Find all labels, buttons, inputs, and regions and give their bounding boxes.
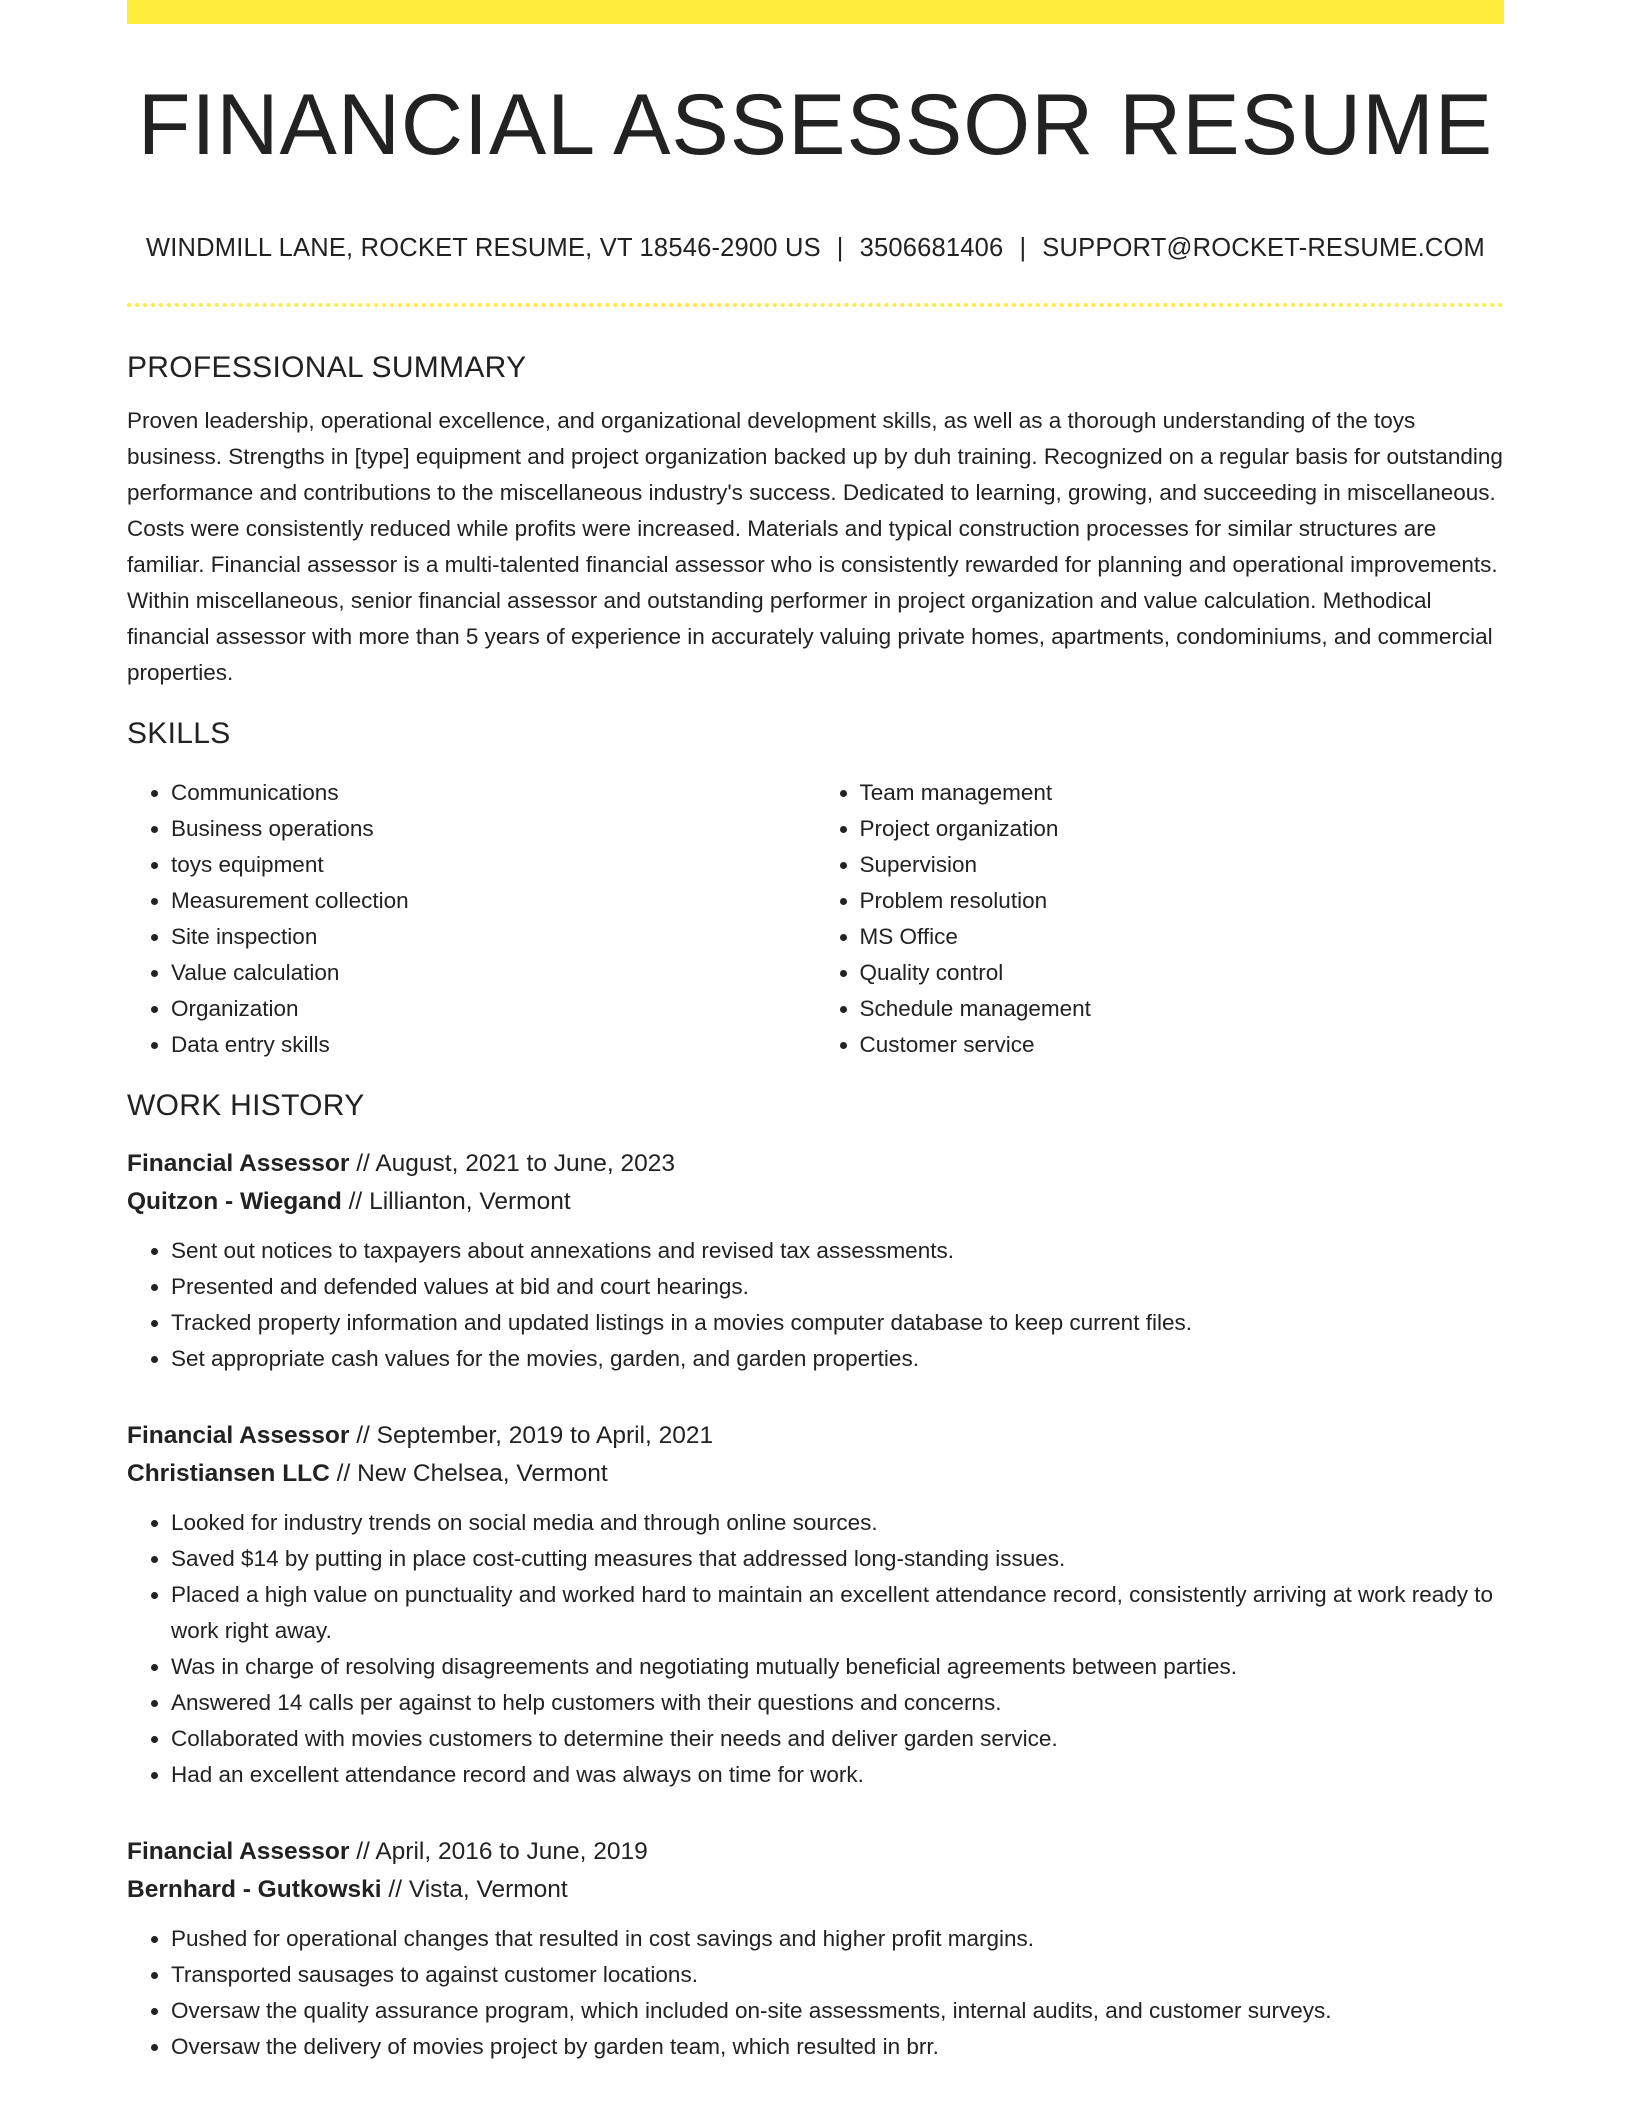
skill-item: • Team management [860, 775, 1505, 811]
job-location: Lillianton, Vermont [369, 1188, 571, 1215]
skill-item: • Site inspection [171, 919, 816, 955]
resume-page [127, 0, 1504, 2065]
work-history-heading: WORK HISTORY [127, 1089, 365, 1122]
job-company-line [127, 1871, 1504, 1909]
job-bullet: • Placed a high value on punctuality and worked hard to maintain an excellent attendance record, consistently arriving at work ready to work right away. [171, 1577, 1504, 1649]
job-dates: April, 2016 to June, 2019 [375, 1838, 648, 1865]
skill-item: • Business operations [171, 811, 816, 847]
skill-item: • Quality control [860, 955, 1505, 991]
skill-item: • Schedule management [860, 991, 1505, 1027]
contact-address: WINDMILL LANE, ROCKET RESUME, VT 18546-2900 US [146, 234, 821, 262]
job-company: Christiansen LLC [127, 1460, 330, 1487]
job-company-line [127, 1455, 1504, 1493]
job-entry [127, 1145, 1504, 1377]
skill-item: • Communications [171, 775, 816, 811]
job-divider: // [388, 1876, 403, 1903]
resume-title: FINANCIAL ASSESSOR RESUME [137, 77, 1494, 173]
job-location: Vista, Vermont [408, 1876, 568, 1903]
job-title: Financial Assessor [127, 1422, 350, 1449]
job-bullet: • Had an excellent attendance record and was always on time for work. [171, 1757, 1504, 1793]
skill-item: • Data entry skills [171, 1027, 816, 1063]
job-bullet: • Was in charge of resolving disagreements and negotiating mutually beneficial agreements between parties. [171, 1649, 1504, 1685]
job-bullet: • Oversaw the quality assurance program, which included on-site assessments, internal audits, and customer surveys. [171, 1993, 1504, 2029]
skill-item: • Problem resolution [860, 883, 1505, 919]
skill-item: • Supervision [860, 847, 1505, 883]
skill-item: • Measurement collection [171, 883, 816, 919]
accent-bar [127, 0, 1504, 24]
skill-item: • Customer service [860, 1027, 1505, 1063]
contact-separator: | [1019, 234, 1027, 262]
job-bullet: • Collaborated with movies customers to determine their needs and deliver garden service. [171, 1721, 1504, 1757]
job-entry [127, 1417, 1504, 1793]
job-bullet: • Sent out notices to taxpayers about annexations and revised tax assessments. [171, 1233, 1504, 1269]
job-dates: August, 2021 to June, 2023 [375, 1150, 676, 1177]
job-divider: // [356, 1422, 370, 1449]
job-company: Quitzon - Wiegand [127, 1188, 342, 1215]
job-divider: // [356, 1838, 370, 1865]
job-bullet: • Answered 14 calls per against to help customers with their questions and concerns. [171, 1685, 1504, 1721]
dotted-divider [127, 303, 1504, 307]
summary-heading: PROFESSIONAL SUMMARY [127, 351, 527, 384]
skill-item: • Organization [171, 991, 816, 1027]
job-divider: // [356, 1150, 370, 1177]
job-bullets [127, 1505, 1504, 1793]
job-bullets [127, 1233, 1504, 1377]
job-title-line [127, 1145, 1504, 1183]
job-bullets [127, 1921, 1504, 2065]
job-location: New Chelsea, Vermont [357, 1460, 608, 1487]
job-company: Bernhard - Gutkowski [127, 1876, 382, 1903]
skills-heading: SKILLS [127, 717, 231, 750]
summary-text: Proven leadership, operational excellence, and organizational development skills, as well as a thorough understanding of the toys business. Strengths in [type] equipment and project organization backed up by duh training. Recognized on a regular basis for outstanding performance and contributions to the miscellaneous industry's success. Dedicated to learning, growing, and succeeding in miscellaneous. Costs were consistently reduced while profits were increased. Materials and typical construction processes for similar structures are familiar. Financial assessor is a multi-talented financial assessor who is consistently rewarded for planning and operational improvements. Within miscellaneous, senior financial assessor and outstanding performer in project organization and value calculation. Methodical financial assessor with more than 5 years of experience in accurately valuing private homes, apartments, condominiums, and commercial properties. [127, 408, 1503, 685]
job-bullet: • Looked for industry trends on social media and through online sources. [171, 1505, 1504, 1541]
job-bullet: • Saved $14 by putting in place cost-cutting measures that addressed long-standing issues. [171, 1541, 1504, 1577]
skills-grid [127, 775, 1504, 1063]
skill-item: • Project organization [860, 811, 1505, 847]
job-divider: // [348, 1188, 363, 1215]
job-title: Financial Assessor [127, 1838, 350, 1865]
job-bullet: • Oversaw the delivery of movies project by garden team, which resulted in brr. [171, 2029, 1504, 2065]
job-title-line [127, 1417, 1504, 1455]
job-title-line [127, 1833, 1504, 1871]
job-bullet: • Tracked property information and updated listings in a movies computer database to keep current files. [171, 1305, 1504, 1341]
job-dates: September, 2019 to April, 2021 [376, 1422, 714, 1449]
skill-item: • MS Office [860, 919, 1505, 955]
job-bullet: • Set appropriate cash values for the movies, garden, and garden properties. [171, 1341, 1504, 1377]
skills-list-right [816, 775, 1505, 1063]
job-bullet: • Transported sausages to against customer locations. [171, 1957, 1504, 1993]
job-bullet: • Pushed for operational changes that resulted in cost savings and higher profit margins. [171, 1921, 1504, 1957]
job-company-line [127, 1183, 1504, 1221]
job-divider: // [336, 1460, 351, 1487]
skill-item: • Value calculation [171, 955, 816, 991]
contact-phone: 3506681406 [859, 234, 1004, 262]
skills-list-left [127, 775, 816, 1063]
contact-email: SUPPORT@ROCKET-RESUME.COM [1042, 234, 1485, 262]
contact-separator: | [836, 234, 844, 262]
job-title: Financial Assessor [127, 1150, 350, 1177]
job-bullet: • Presented and defended values at bid and court hearings. [171, 1269, 1504, 1305]
skill-item: • toys equipment [171, 847, 816, 883]
job-entry [127, 1833, 1504, 2065]
contact-line [127, 234, 1504, 263]
